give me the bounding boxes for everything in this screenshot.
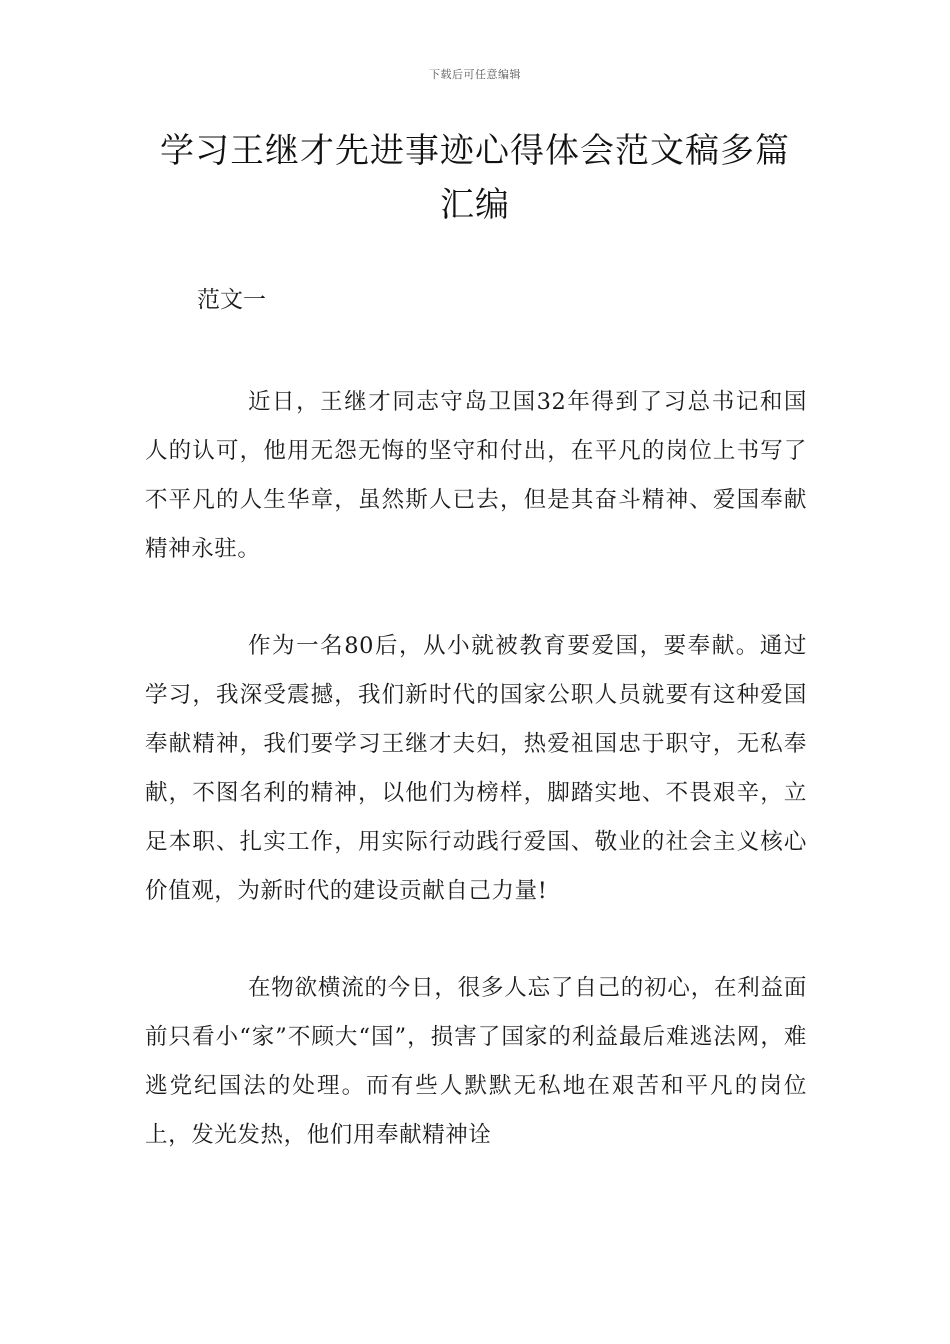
paragraph-2: 作为一名80后，从小就被教育要爱国，要奉献。通过学习，我深受震撼，我们新时代的国家公职人员就要有这种爱国奉献精神，我们要学习王继才夫妇，热爱祖国忠于职守，无私奉献，不图名利的精神，以他们为榜样，脚踏实地、不畏艰辛，立足本职、扎实工作，用实际行动践行爱国、敬业的社会主义核心价值观，为新时代的建设贡献自己力量! [145, 633, 807, 904]
paragraph-1: 近日，王继才同志守岛卫国32年得到了习总书记和国人的认可，他用无怨无悔的坚守和付出，在平凡的岗位上书写了不平凡的人生华章，虽然斯人已去，但是其奋斗精神、爱国奉献精神永驻。 [145, 389, 807, 562]
header-note: 下载后可任意编辑 [429, 68, 521, 81]
section-label: 范文一 [197, 287, 266, 313]
document-body [145, 378, 807, 1208]
paragraph-3: 在物欲横流的今日，很多人忘了自己的初心，在利益面前只看小“家”不顾大“国”，损害了国家的利益最后难逃法网，难逃党纪国法的处理。而有些人默默无私地在艰苦和平凡的岗位上，发光发热，他们用奉献精神诠 [145, 975, 807, 1148]
document-title: 学习王继才先进事迹心得体会范文稿多篇汇编 [160, 131, 790, 225]
